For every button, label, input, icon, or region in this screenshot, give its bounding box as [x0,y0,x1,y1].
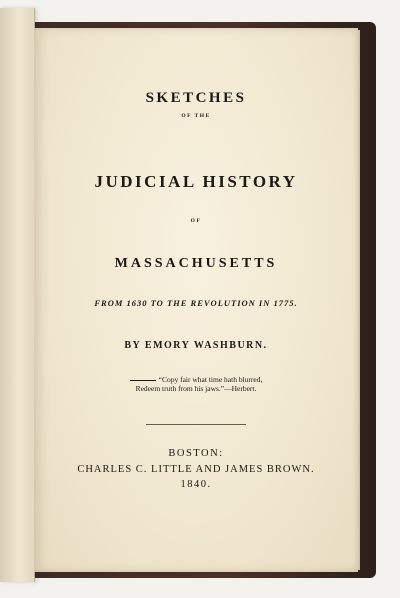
title-connector-1: OF THE [181,113,211,119]
title-line-2: JUDICIAL HISTORY [94,172,298,191]
author-line: BY EMORY WASHBURN. [124,340,268,351]
imprint-publisher: CHARLES C. LITTLE AND JAMES BROWN. [77,464,315,475]
epigraph-text-1: “Copy fair what time hath blurred, [158,375,263,384]
imprint-year: 1840. [180,479,212,490]
epigraph-dash [130,380,156,381]
subtitle: FROM 1630 TO THE REVOLUTION IN 1775. [94,298,298,308]
divider-rule [146,424,246,425]
title-connector-2: OF [190,218,202,224]
epigraph-line-1 [34,375,358,384]
title-line-3: MASSACHUSETTS [114,256,278,271]
title-page [34,28,358,572]
imprint-place: BOSTON: [168,448,224,459]
epigraph-line-2: Redeem truth from his jaws.”—Herbert. [135,384,257,393]
title-line-1: SKETCHES [145,90,247,106]
flyleaf-page [0,8,35,582]
